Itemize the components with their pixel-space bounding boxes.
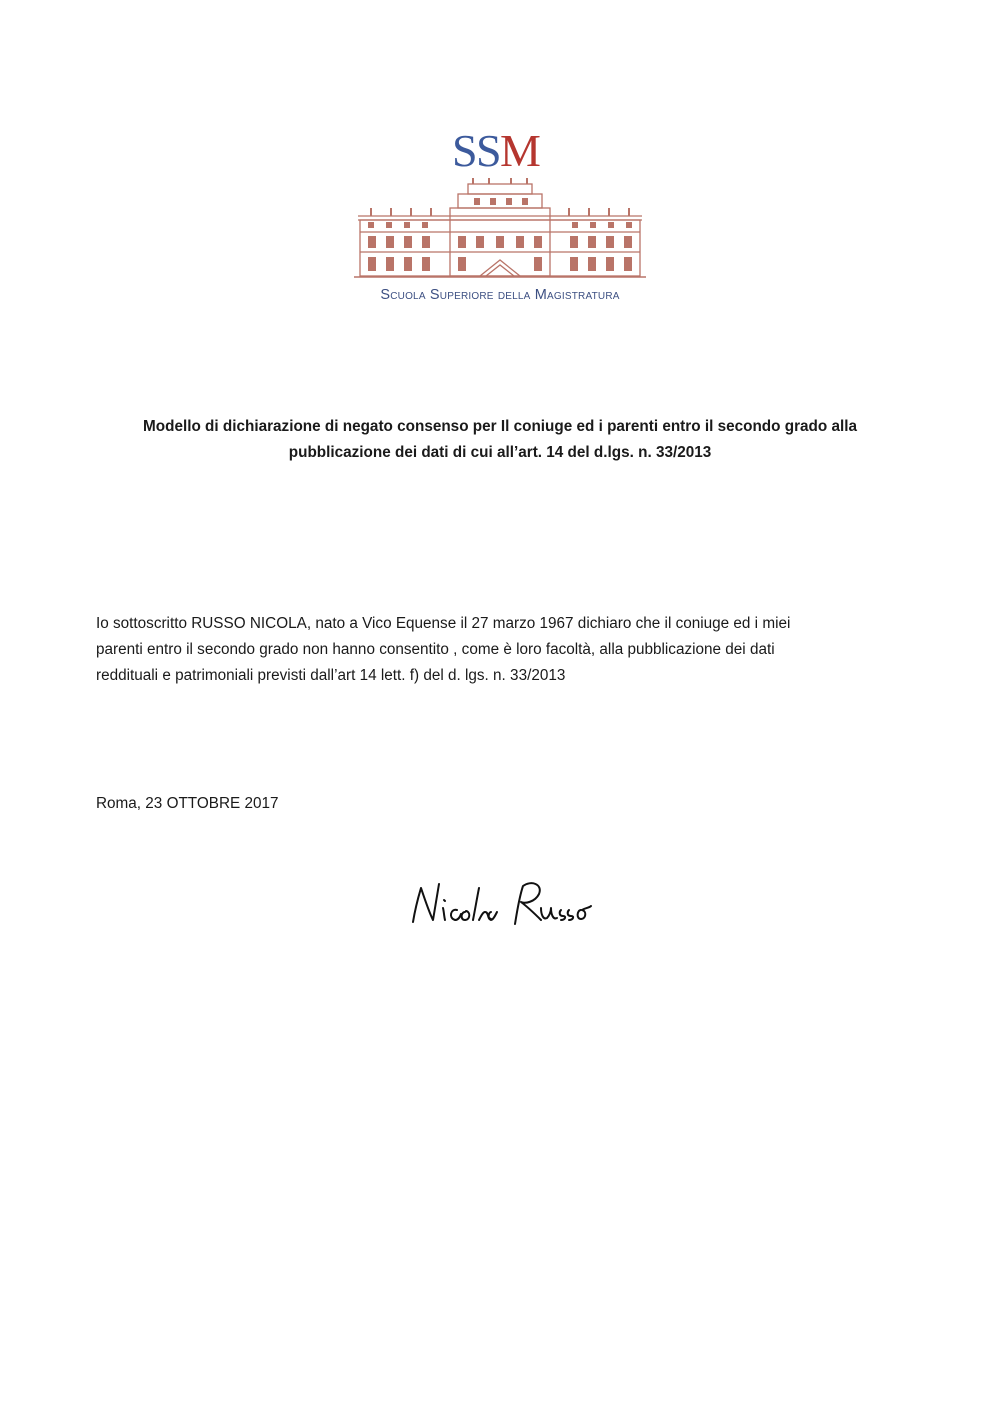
declaration-line-3: reddituali e patrimoniali previsti dall’art 14 lett. f) del d. lgs. n. 33/2013 xyxy=(96,667,566,684)
place-and-date: Roma, 23 OTTOBRE 2017 xyxy=(96,795,279,812)
handwritten-signature-icon xyxy=(405,872,595,932)
ssm-logo xyxy=(350,120,650,315)
document-title xyxy=(110,414,890,466)
ssm-building-icon xyxy=(350,120,650,280)
declaration-line-1: Io sottoscritto RUSSO NICOLA, nato a Vico Equense il 27 marzo 1967 dichiaro che il coniuge ed i miei xyxy=(96,615,791,632)
logo-monogram-s2: S xyxy=(476,125,500,176)
signature xyxy=(405,872,595,932)
logo-caption: Scuola Superiore della Magistratura xyxy=(380,287,620,303)
document-title-line-2: pubblicazione dei dati di cui all’art. 14 del d.lgs. n. 33/2013 xyxy=(288,444,712,461)
logo-monogram-s1: S xyxy=(452,125,476,176)
document-title-line-1: Modello di dichiarazione di negato consenso per Il coniuge ed i parenti entro il secondo grado alla xyxy=(143,418,857,435)
declaration-paragraph xyxy=(96,611,896,689)
declaration-line-2: parenti entro il secondo grado non hanno consentito , come è loro facoltà, alla pubblicazione dei dati xyxy=(96,641,775,658)
logo-monogram-m: M xyxy=(500,125,539,176)
